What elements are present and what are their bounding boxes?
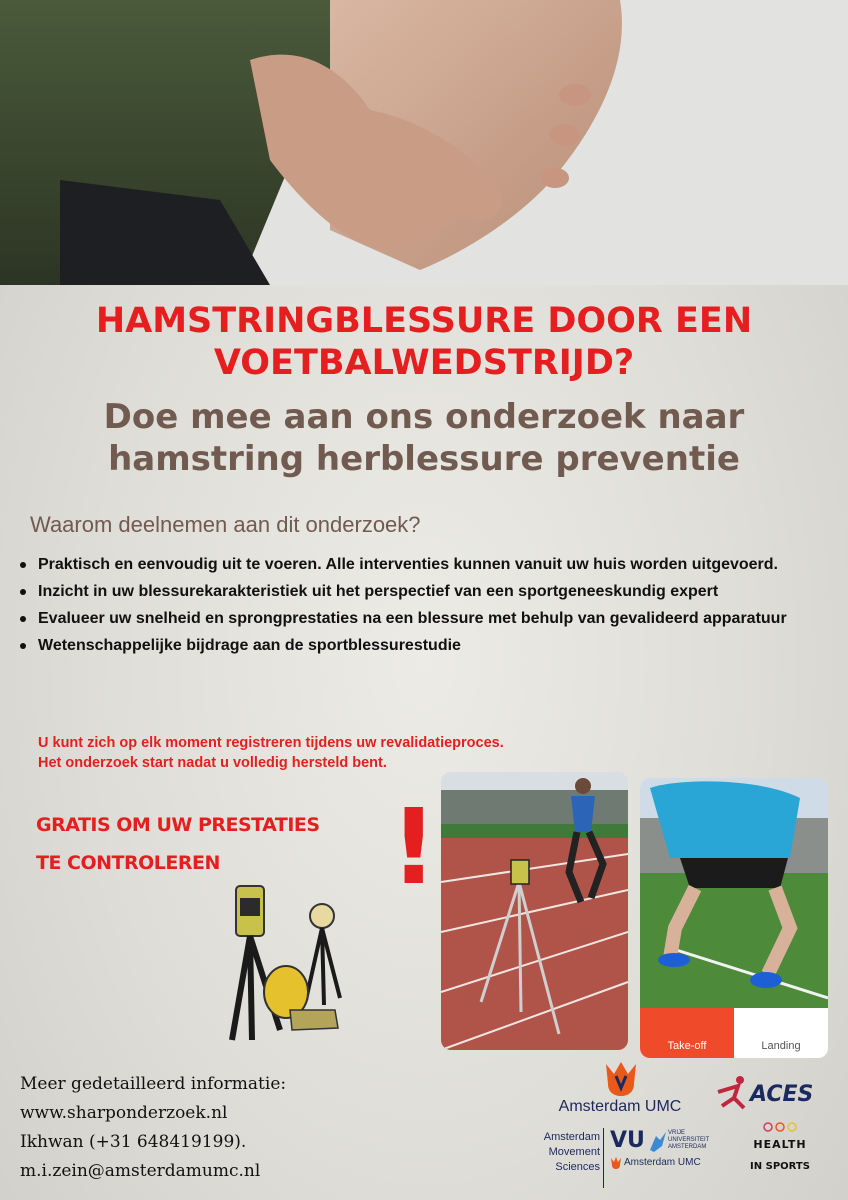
vu-mark: VU [610,1128,645,1153]
free-test-callout [36,806,320,882]
note-line-1: U kunt zich op elk moment registreren tijdens uw revalidatieproces. [38,735,504,751]
ams-line-3: Sciences [555,1161,600,1173]
griffin-icon [648,1130,668,1154]
jump-photo [640,778,828,1058]
benefits-list [0,553,848,661]
health-in-sports-logo [740,1120,820,1172]
why-heading: Waarom deelnemen aan dit onderzoek? [30,512,421,537]
benefit-item-1: Praktisch en eenvoudig uit te voeren. Alle interventies kunnen vanuit uw huis worden uitgevoerd. [38,553,828,576]
health-text: HEALTH [753,1138,807,1151]
aces-text: ACES [750,1082,814,1107]
registration-note [38,733,504,773]
in-sports-text: IN SPORTS [750,1161,810,1172]
vu-small-3: AMSTERDAM [668,1144,707,1150]
ams-line-2: Movement [548,1146,600,1158]
title-line-1: HAMSTRINGBLESSURE DOOR EEN [95,301,753,341]
benefit-item-4: Wetenschappelijke bijdrage aan de sportblessurestudie [38,634,828,657]
contact-heading: Meer gedetailleerd informatie: [20,1074,287,1094]
benefit-item-2: Inzicht in uw blessurekarakteristiek uit het perspectief van een sportgeneeskundig expert [38,580,828,603]
hamstring-illustration [0,0,848,285]
amsterdam-umc-name: Amsterdam UMC [558,1098,682,1115]
logo-divider [603,1128,604,1188]
runner-icon [714,1074,754,1114]
title-line-2: VOETBALWEDSTRIJD? [213,343,635,383]
rings-icon [760,1121,800,1133]
note-line-2: Het onderzoek start nadat u volledig hersteld bent. [38,755,387,771]
free-line-1: GRATIS OM UW PRESTATIES [36,814,320,836]
aces-logo [714,1074,824,1124]
exclamation-mark: ! [390,786,438,908]
ams-line-1: Amsterdam [543,1131,600,1143]
equipment-illustration [220,880,360,1050]
vu-small-2: UNIVERSITEIT [668,1137,710,1143]
subtitle-line-1: Doe mee aan ons onderzoek naar [103,397,745,437]
contact-phone[interactable]: Ikhwan (+31 648419199). [20,1132,247,1152]
vu-caption [668,1130,709,1151]
vu-small-1: VRIJE [668,1130,686,1136]
small-tulip-icon [610,1156,622,1170]
contact-email[interactable]: m.i.zein@amsterdamumc.nl [20,1161,261,1181]
subtitle-line-2: hamstring herblessure preventie [108,439,740,479]
takeoff-label: Take-off [667,1040,707,1052]
hero-photo [0,0,848,285]
vu-umc-name: Amsterdam UMC [624,1157,701,1168]
subtitle [0,396,848,480]
track-photo [441,772,628,1050]
free-line-2: TE CONTROLEREN [36,852,220,874]
main-title [0,300,848,384]
track-illustration [441,772,628,1050]
jump-illustration [640,778,828,1008]
landing-label: Landing [761,1040,801,1052]
contact-website[interactable]: www.sharponderzoek.nl [20,1103,228,1123]
contact-info [20,1070,286,1186]
tulip-icon [604,1060,638,1098]
benefit-item-3: Evalueer uw snelheid en sprongprestaties na een blessure met behulp van gevalideerd apparatuur [38,607,828,630]
ams-logo [536,1130,600,1175]
